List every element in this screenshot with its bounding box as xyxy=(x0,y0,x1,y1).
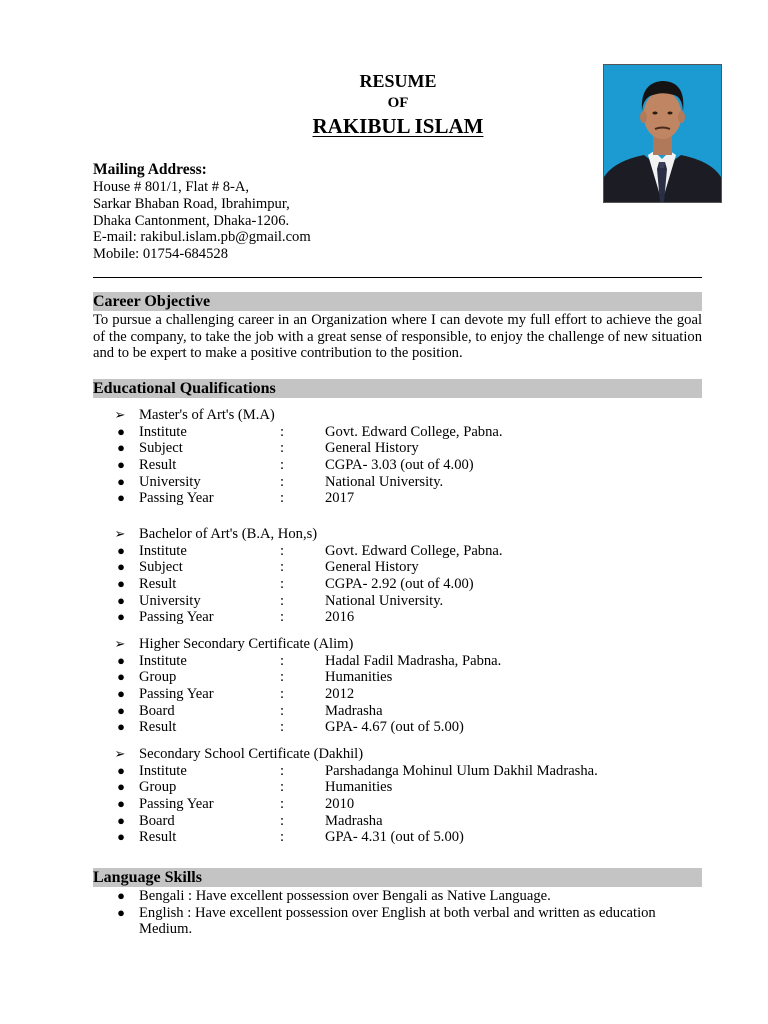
detail-value: Govt. Edward College, Pabna. xyxy=(325,423,503,440)
detail-value: 2017 xyxy=(325,490,355,507)
bullet-icon: ● xyxy=(117,829,125,845)
detail-value: GPA- 4.31 (out of 5.00) xyxy=(325,829,464,846)
detail-separator: : xyxy=(280,812,285,829)
detail-value: CGPA- 3.03 (out of 4.00) xyxy=(325,457,474,474)
bullet-icon: ● xyxy=(117,796,125,812)
section-heading-education xyxy=(93,379,702,398)
address-line: House # 801/1, Flat # 8-A, xyxy=(93,179,250,195)
degree-title: Master's of Art's (M.A) xyxy=(139,407,275,423)
detail-separator: : xyxy=(280,490,285,507)
detail-value: Humanities xyxy=(325,669,393,686)
bullet-icon: ● xyxy=(117,423,125,439)
detail-separator: : xyxy=(280,796,285,813)
detail-separator: : xyxy=(280,686,285,703)
detail-label: University xyxy=(139,473,201,490)
section-heading-text: Language Skills xyxy=(93,869,202,886)
detail-separator: : xyxy=(280,473,285,490)
detail-value: Parshadanga Mohinul Ulum Dakhil Madrasha. xyxy=(325,762,598,779)
mobile-line: Mobile: 01754-684528 xyxy=(93,246,228,263)
bullet-icon: ● xyxy=(117,888,125,903)
career-objective-text: To pursue a challenging career in an Organization where I can devote my full effort to achieve the goal of the company, to take the job with a great sense of responsible, to enjoy the challenge of new situation and to be expert to make a positive contribution to the position. xyxy=(93,312,702,362)
bullet-icon: ● xyxy=(117,440,125,456)
detail-label: Subject xyxy=(139,559,183,576)
education-detail-row xyxy=(93,703,702,720)
education-entry-title-row xyxy=(93,746,702,763)
detail-value: Madrasha xyxy=(325,702,383,719)
arrow-bullet-icon: ➢ xyxy=(114,407,126,422)
degree-title: Secondary School Certificate (Dakhil) xyxy=(139,746,364,762)
education-detail-row xyxy=(93,653,702,670)
detail-separator: : xyxy=(280,542,285,559)
detail-value: General History xyxy=(325,559,419,576)
bullet-icon: ● xyxy=(117,669,125,685)
bullet-icon: ● xyxy=(117,812,125,828)
detail-label: Result xyxy=(139,719,177,736)
education-detail-row xyxy=(93,474,702,491)
detail-value: CGPA- 2.92 (out of 4.00) xyxy=(325,576,474,593)
education-entry-title-row xyxy=(93,636,702,653)
education-detail-row xyxy=(93,829,702,846)
detail-label: Institute xyxy=(139,542,187,559)
detail-value: General History xyxy=(325,440,419,457)
education-detail-row xyxy=(93,490,702,507)
bullet-icon: ● xyxy=(117,473,125,489)
detail-label: Board xyxy=(139,702,175,719)
profile-photo xyxy=(603,64,722,203)
bullet-icon: ● xyxy=(117,609,125,625)
language-item-text: English : Have excellent possession over English at both verbal and written as education Medium. xyxy=(139,904,656,938)
detail-label: Subject xyxy=(139,440,183,457)
section-heading-language xyxy=(93,868,702,887)
detail-separator: : xyxy=(280,457,285,474)
detail-separator: : xyxy=(280,576,285,593)
detail-label: Board xyxy=(139,812,175,829)
email-line: E-mail: rakibul.islam.pb@gmail.com xyxy=(93,229,311,246)
bullet-icon: ● xyxy=(117,490,125,506)
detail-value: Hadal Fadil Madrasha, Pabna. xyxy=(325,652,502,669)
detail-label: Group xyxy=(139,779,177,796)
detail-label: Result xyxy=(139,576,177,593)
detail-separator: : xyxy=(280,652,285,669)
education-entry xyxy=(93,526,702,626)
education-detail-row xyxy=(93,440,702,457)
candidate-name-text: RAKIBUL ISLAM xyxy=(312,114,484,138)
education-detail-row xyxy=(93,796,702,813)
language-item xyxy=(93,905,702,938)
education-detail-row xyxy=(93,424,702,441)
detail-value: Govt. Edward College, Pabna. xyxy=(325,542,503,559)
detail-value: Humanities xyxy=(325,779,393,796)
detail-separator: : xyxy=(280,609,285,626)
education-detail-row xyxy=(93,609,702,626)
detail-label: Result xyxy=(139,829,177,846)
detail-separator: : xyxy=(280,423,285,440)
divider xyxy=(93,277,702,278)
detail-separator: : xyxy=(280,779,285,796)
education-detail-row xyxy=(93,457,702,474)
detail-value: Madrasha xyxy=(325,812,383,829)
education-detail-row xyxy=(93,576,702,593)
education-entry xyxy=(93,746,702,846)
bullet-icon: ● xyxy=(117,702,125,718)
education-detail-row xyxy=(93,543,702,560)
detail-separator: : xyxy=(280,669,285,686)
detail-label: Passing Year xyxy=(139,686,214,703)
education-detail-row xyxy=(93,593,702,610)
bullet-icon: ● xyxy=(117,904,125,920)
section-heading-text: Career Objective xyxy=(93,293,211,310)
detail-label: Result xyxy=(139,457,177,474)
bullet-icon: ● xyxy=(117,559,125,575)
detail-label: Institute xyxy=(139,423,187,440)
bullet-icon: ● xyxy=(117,719,125,735)
language-item xyxy=(93,888,702,905)
detail-value: 2012 xyxy=(325,686,355,703)
detail-separator: : xyxy=(280,762,285,779)
detail-label: Institute xyxy=(139,762,187,779)
language-list xyxy=(93,888,702,938)
degree-title: Bachelor of Art's (B.A, Hon,s) xyxy=(139,526,318,542)
detail-separator: : xyxy=(280,702,285,719)
education-detail-row xyxy=(93,559,702,576)
bullet-icon: ● xyxy=(117,652,125,668)
bullet-icon: ● xyxy=(117,762,125,778)
education-entry-title-row xyxy=(93,526,702,543)
education-entry xyxy=(93,636,702,736)
arrow-bullet-icon: ➢ xyxy=(114,526,126,541)
education-detail-row xyxy=(93,669,702,686)
detail-label: Passing Year xyxy=(139,609,214,626)
education-detail-row xyxy=(93,813,702,830)
bullet-icon: ● xyxy=(117,592,125,608)
detail-separator: : xyxy=(280,440,285,457)
arrow-bullet-icon: ➢ xyxy=(114,636,126,651)
detail-separator: : xyxy=(280,592,285,609)
address-line: Sarkar Bhaban Road, Ibrahimpur, xyxy=(93,195,290,212)
arrow-bullet-icon: ➢ xyxy=(114,746,126,761)
education-detail-row xyxy=(93,686,702,703)
detail-value: 2010 xyxy=(325,796,355,813)
detail-value: 2016 xyxy=(325,609,355,626)
detail-separator: : xyxy=(280,719,285,736)
detail-value: GPA- 4.67 (out of 5.00) xyxy=(325,719,464,736)
detail-label: Institute xyxy=(139,652,187,669)
language-item-text: Bengali : Have excellent possession over Bengali as Native Language. xyxy=(139,888,551,904)
detail-label: Passing Year xyxy=(139,490,214,507)
detail-value: National University. xyxy=(325,592,444,609)
detail-label: University xyxy=(139,592,201,609)
resume-title: RESUME xyxy=(359,71,437,91)
detail-value: National University. xyxy=(325,473,444,490)
bullet-icon: ● xyxy=(117,457,125,473)
contact-block xyxy=(93,179,311,263)
section-heading-text: Educational Qualifications xyxy=(93,380,276,397)
detail-separator: : xyxy=(280,559,285,576)
bullet-icon: ● xyxy=(117,576,125,592)
address-line: Dhaka Cantonment, Dhaka-1206. xyxy=(93,212,290,229)
bullet-icon: ● xyxy=(117,542,125,558)
detail-label: Group xyxy=(139,669,177,686)
bullet-icon: ● xyxy=(117,779,125,795)
section-heading-career xyxy=(93,292,702,311)
detail-label: Passing Year xyxy=(139,796,214,813)
education-detail-row xyxy=(93,719,702,736)
degree-title: Higher Secondary Certificate (Alim) xyxy=(139,636,354,652)
education-detail-row xyxy=(93,763,702,780)
resume-of: OF xyxy=(387,95,409,111)
education-detail-row xyxy=(93,779,702,796)
education-entry xyxy=(93,407,702,507)
portrait-image xyxy=(604,65,721,202)
detail-separator: : xyxy=(280,829,285,846)
education-entry-title-row xyxy=(93,407,702,424)
bullet-icon: ● xyxy=(117,686,125,702)
mailing-address-label: Mailing Address: xyxy=(93,161,207,178)
